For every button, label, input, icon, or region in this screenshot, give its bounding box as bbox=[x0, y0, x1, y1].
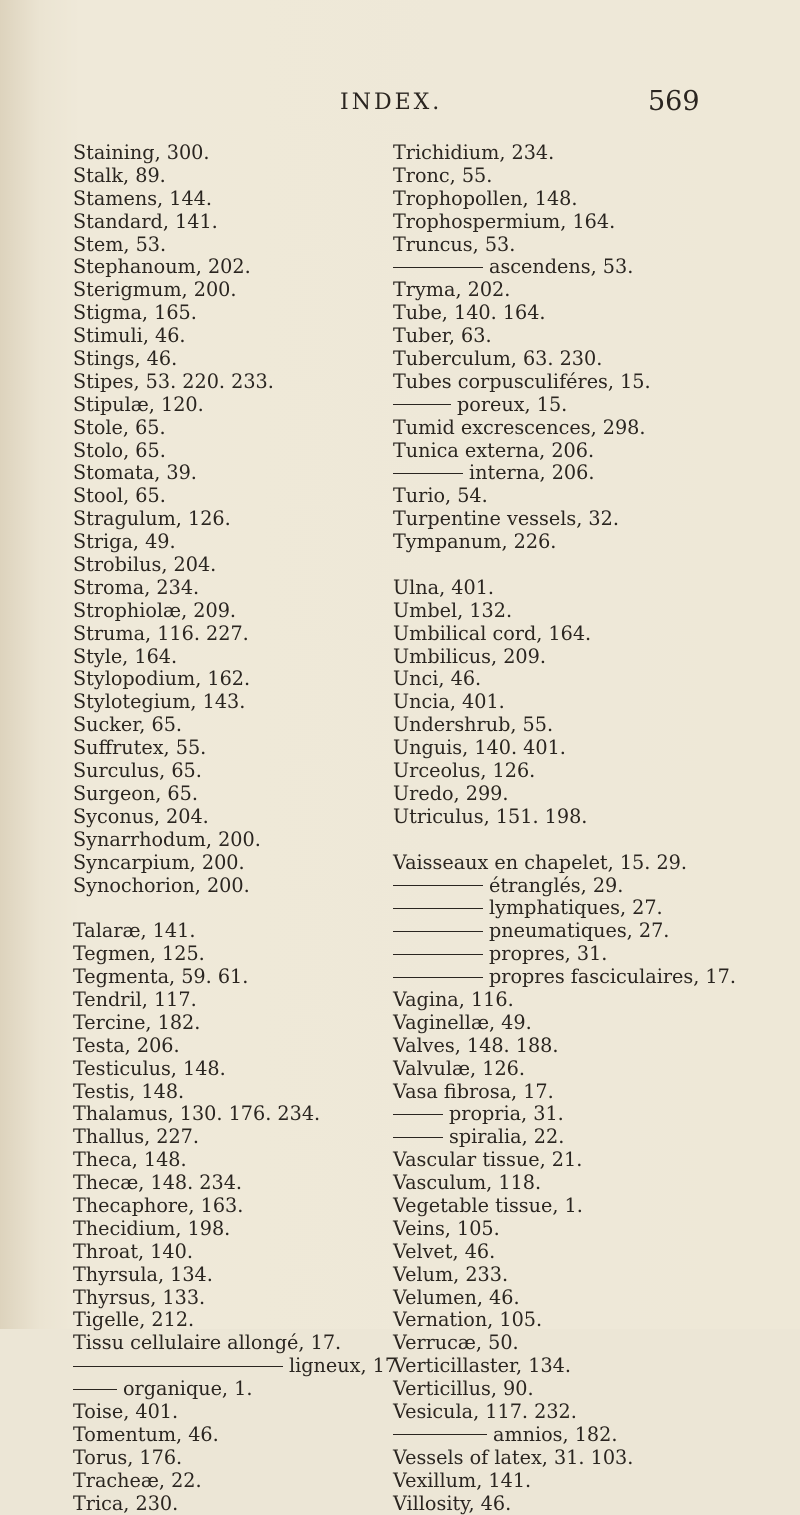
index-subentry bbox=[73, 1354, 404, 1378]
index-entry: Stipulæ, 120. bbox=[73, 392, 204, 416]
index-subentry bbox=[393, 1126, 793, 1149]
index-entry: Vessels of latex, 31. 103. bbox=[393, 1445, 634, 1469]
index-entry: Vaisseaux en chapelet, 15. 29. bbox=[393, 850, 687, 874]
index-entry: Undershrub, 55. bbox=[393, 713, 554, 737]
index-entry: Syncarpium, 200. bbox=[73, 850, 245, 874]
ditto-dash bbox=[393, 977, 483, 978]
ditto-dash bbox=[393, 931, 483, 932]
index-entry: Vasculum, 118. bbox=[393, 1171, 542, 1195]
section-gap bbox=[393, 829, 793, 852]
ditto-dash bbox=[393, 267, 483, 268]
section-gap bbox=[393, 554, 793, 577]
index-entry: Ulna, 401. bbox=[393, 575, 495, 599]
index-group-s bbox=[73, 142, 373, 897]
index-group-u bbox=[393, 577, 793, 829]
index-subentry bbox=[393, 875, 793, 898]
index-entry: Stalk, 89. bbox=[73, 163, 166, 187]
index-entry: Stipes, 53. 220. 233. bbox=[73, 369, 274, 393]
index-entry: Stem, 53. bbox=[73, 232, 167, 256]
index-entry: Stings, 46. bbox=[73, 347, 178, 371]
section-gap bbox=[73, 897, 373, 920]
subentry-text: propria, 31. bbox=[449, 1102, 564, 1126]
subentry-text: interna, 206. bbox=[469, 461, 595, 485]
index-entry: Urceolus, 126. bbox=[393, 759, 536, 783]
index-entry: Tomentum, 46. bbox=[73, 1422, 219, 1446]
index-entry: Thecaphore, 163. bbox=[73, 1193, 244, 1217]
index-entry: Vesicula, 117. 232. bbox=[393, 1399, 577, 1423]
subentry-text: lymphatiques, 27. bbox=[489, 896, 663, 920]
index-entry: Velvet, 46. bbox=[393, 1239, 496, 1263]
index-entry: Stylotegium, 143. bbox=[73, 690, 246, 714]
index-entry: Umbel, 132. bbox=[393, 598, 513, 622]
index-entry: Tercine, 182. bbox=[73, 1010, 201, 1034]
index-entry: Verticillaster, 134. bbox=[393, 1354, 571, 1378]
index-entry: Stimuli, 46. bbox=[73, 324, 186, 348]
index-entry: Strobilus, 204. bbox=[73, 553, 217, 577]
index-entry: Staining, 300. bbox=[73, 141, 210, 164]
index-entry: Vagina, 116. bbox=[393, 987, 514, 1011]
index-entry: Turpentine vessels, 32. bbox=[393, 507, 619, 531]
index-title: INDEX. bbox=[340, 90, 443, 115]
index-entry: Vegetable tissue, 1. bbox=[393, 1193, 583, 1217]
index-entry: Striga, 49. bbox=[73, 530, 176, 554]
index-entry: Umbilicus, 209. bbox=[393, 644, 546, 668]
index-entry: Style, 164. bbox=[73, 644, 178, 668]
index-subentry bbox=[393, 920, 793, 943]
subentry-text: ascendens, 53. bbox=[489, 255, 634, 279]
index-entry: Uncia, 401. bbox=[393, 690, 505, 714]
index-entry: Tegmenta, 59. 61. bbox=[73, 965, 249, 989]
index-entry: Valvulæ, 126. bbox=[393, 1056, 525, 1080]
index-subentry bbox=[393, 394, 793, 417]
ditto-dash bbox=[73, 1389, 117, 1390]
index-entry: Thallus, 227. bbox=[73, 1125, 199, 1149]
index-entry: Truncus, 53. bbox=[393, 232, 516, 256]
index-group-t-cont bbox=[393, 142, 793, 554]
index-group-t bbox=[73, 919, 404, 1515]
index-subentry bbox=[393, 256, 793, 279]
index-entry: Vasa fibrosa, 17. bbox=[393, 1079, 554, 1103]
index-entry: Trichidium, 234. bbox=[393, 141, 555, 164]
index-entry: Vaginellæ, 49. bbox=[393, 1010, 532, 1034]
subentry-text: pneumatiques, 27. bbox=[489, 919, 670, 943]
index-entry: Stomata, 39. bbox=[73, 461, 197, 485]
index-entry: Sterigmum, 200. bbox=[73, 278, 237, 302]
index-entry: Testis, 148. bbox=[73, 1079, 185, 1103]
index-entry: Tigelle, 212. bbox=[73, 1308, 195, 1332]
index-subentry bbox=[73, 1378, 373, 1401]
page-number: 569 bbox=[648, 86, 700, 117]
index-entry: Stigma, 165. bbox=[73, 301, 197, 325]
index-entry: Tunica externa, 206. bbox=[393, 438, 595, 462]
index-entry: Tegmen, 125. bbox=[73, 942, 205, 966]
subentry-text: ligneux, 17. bbox=[289, 1354, 404, 1378]
index-entry: Tuber, 63. bbox=[393, 324, 492, 348]
index-entry: Uredo, 299. bbox=[393, 781, 509, 805]
index-entry: Suffrutex, 55. bbox=[73, 736, 207, 760]
index-entry: Velum, 233. bbox=[393, 1262, 509, 1286]
index-entry: Trica, 230. bbox=[73, 1491, 179, 1515]
index-entry: Stool, 65. bbox=[73, 484, 166, 508]
index-entry: Verrucæ, 50. bbox=[393, 1331, 519, 1355]
index-entry: Veins, 105. bbox=[393, 1216, 500, 1240]
index-entry: Villosity, 46. bbox=[393, 1491, 512, 1515]
index-entry: Tumid excrescences, 298. bbox=[393, 415, 646, 439]
index-entry: Unguis, 140. 401. bbox=[393, 736, 566, 760]
index-entry: Testiculus, 148. bbox=[73, 1056, 226, 1080]
subentry-text: organique, 1. bbox=[123, 1377, 253, 1401]
subentry-text: spiralia, 22. bbox=[449, 1125, 565, 1149]
ditto-dash bbox=[393, 908, 483, 909]
index-entry: Tendril, 117. bbox=[73, 987, 197, 1011]
index-entry: Thyrsus, 133. bbox=[73, 1285, 206, 1309]
index-entry: Vexillum, 141. bbox=[393, 1468, 532, 1492]
page-header bbox=[0, 86, 800, 120]
index-entry: Stolo, 65. bbox=[73, 438, 166, 462]
index-entry: Stamens, 144. bbox=[73, 186, 212, 210]
index-entry: Struma, 116. 227. bbox=[73, 621, 249, 645]
ditto-dash bbox=[393, 885, 483, 886]
ditto-dash bbox=[393, 473, 463, 474]
ditto-dash bbox=[393, 954, 483, 955]
index-entry: Velumen, 46. bbox=[393, 1285, 520, 1309]
index-entry: Stole, 65. bbox=[73, 415, 166, 439]
index-entry: Umbilical cord, 164. bbox=[393, 621, 592, 645]
index-entry: Standard, 141. bbox=[73, 209, 218, 233]
index-entry: Stephanoum, 202. bbox=[73, 255, 251, 279]
index-entry: Tympanum, 226. bbox=[393, 530, 557, 554]
index-entry: Tissu cellulaire allongé, 17. bbox=[73, 1331, 342, 1355]
index-entry: Verticillus, 90. bbox=[393, 1377, 534, 1401]
subentry-text: poreux, 15. bbox=[457, 392, 568, 416]
index-entry: Unci, 46. bbox=[393, 667, 482, 691]
index-subentry bbox=[393, 1424, 793, 1447]
index-entry: Turio, 54. bbox=[393, 484, 488, 508]
index-subentry bbox=[393, 966, 793, 989]
index-entry: Thecæ, 148. 234. bbox=[73, 1171, 243, 1195]
index-entry: Trophospermium, 164. bbox=[393, 209, 616, 233]
index-entry: Torus, 176. bbox=[73, 1445, 183, 1469]
index-entry: Toise, 401. bbox=[73, 1399, 179, 1423]
index-subentry bbox=[393, 897, 793, 920]
ditto-dash bbox=[393, 1434, 487, 1435]
index-subentry bbox=[393, 943, 793, 966]
index-entry: Tracheæ, 22. bbox=[73, 1468, 202, 1492]
index-entry: Thyrsula, 134. bbox=[73, 1262, 213, 1286]
index-column-left bbox=[73, 141, 404, 1515]
index-entry: Surculus, 65. bbox=[73, 759, 202, 783]
index-entry: Talaræ, 141. bbox=[73, 919, 196, 943]
index-group-v bbox=[393, 852, 793, 1515]
index-entry: Tube, 140. 164. bbox=[393, 301, 546, 325]
index-entry: Stroma, 234. bbox=[73, 575, 200, 599]
subentry-text: étranglés, 29. bbox=[489, 873, 624, 897]
index-entry: Tubes corpusculiféres, 15. bbox=[393, 369, 651, 393]
index-entry: Sucker, 65. bbox=[73, 713, 183, 737]
index-entry: Synochorion, 200. bbox=[73, 873, 250, 897]
ditto-dash bbox=[393, 1137, 443, 1138]
subentry-text: propres, 31. bbox=[489, 942, 608, 966]
index-entry: Throat, 140. bbox=[73, 1239, 193, 1263]
index-entry: Thalamus, 130. 176. 234. bbox=[73, 1102, 321, 1126]
index-entry: Utriculus, 151. 198. bbox=[393, 804, 588, 828]
index-entry: Syconus, 204. bbox=[73, 804, 209, 828]
index-entry: Theca, 148. bbox=[73, 1148, 187, 1172]
index-entry: Trophopollen, 148. bbox=[393, 186, 578, 210]
index-entry: Tronc, 55. bbox=[393, 163, 493, 187]
index-entry: Tuberculum, 63. 230. bbox=[393, 347, 603, 371]
index-entry: Tryma, 202. bbox=[393, 278, 511, 302]
index-entry: Vascular tissue, 21. bbox=[393, 1148, 583, 1172]
ditto-dash bbox=[393, 1114, 443, 1115]
ditto-dash bbox=[73, 1366, 283, 1367]
ditto-dash bbox=[393, 404, 451, 405]
index-entry: Stylopodium, 162. bbox=[73, 667, 251, 691]
index-entry: Valves, 148. 188. bbox=[393, 1033, 559, 1057]
index-entry: Synarrhodum, 200. bbox=[73, 827, 261, 851]
subentry-text: propres fasciculaires, 17. bbox=[489, 965, 736, 989]
index-entry: Surgeon, 65. bbox=[73, 781, 198, 805]
index-column-right bbox=[393, 142, 793, 1515]
index-subentry bbox=[393, 462, 793, 485]
index-entry: Stragulum, 126. bbox=[73, 507, 231, 531]
index-entry: Strophiolæ, 209. bbox=[73, 598, 237, 622]
subentry-text: amnios, 182. bbox=[493, 1422, 618, 1446]
index-entry: Vernation, 105. bbox=[393, 1308, 543, 1332]
index-subentry bbox=[393, 1103, 793, 1126]
index-entry: Thecidium, 198. bbox=[73, 1216, 231, 1240]
index-entry: Testa, 206. bbox=[73, 1033, 180, 1057]
